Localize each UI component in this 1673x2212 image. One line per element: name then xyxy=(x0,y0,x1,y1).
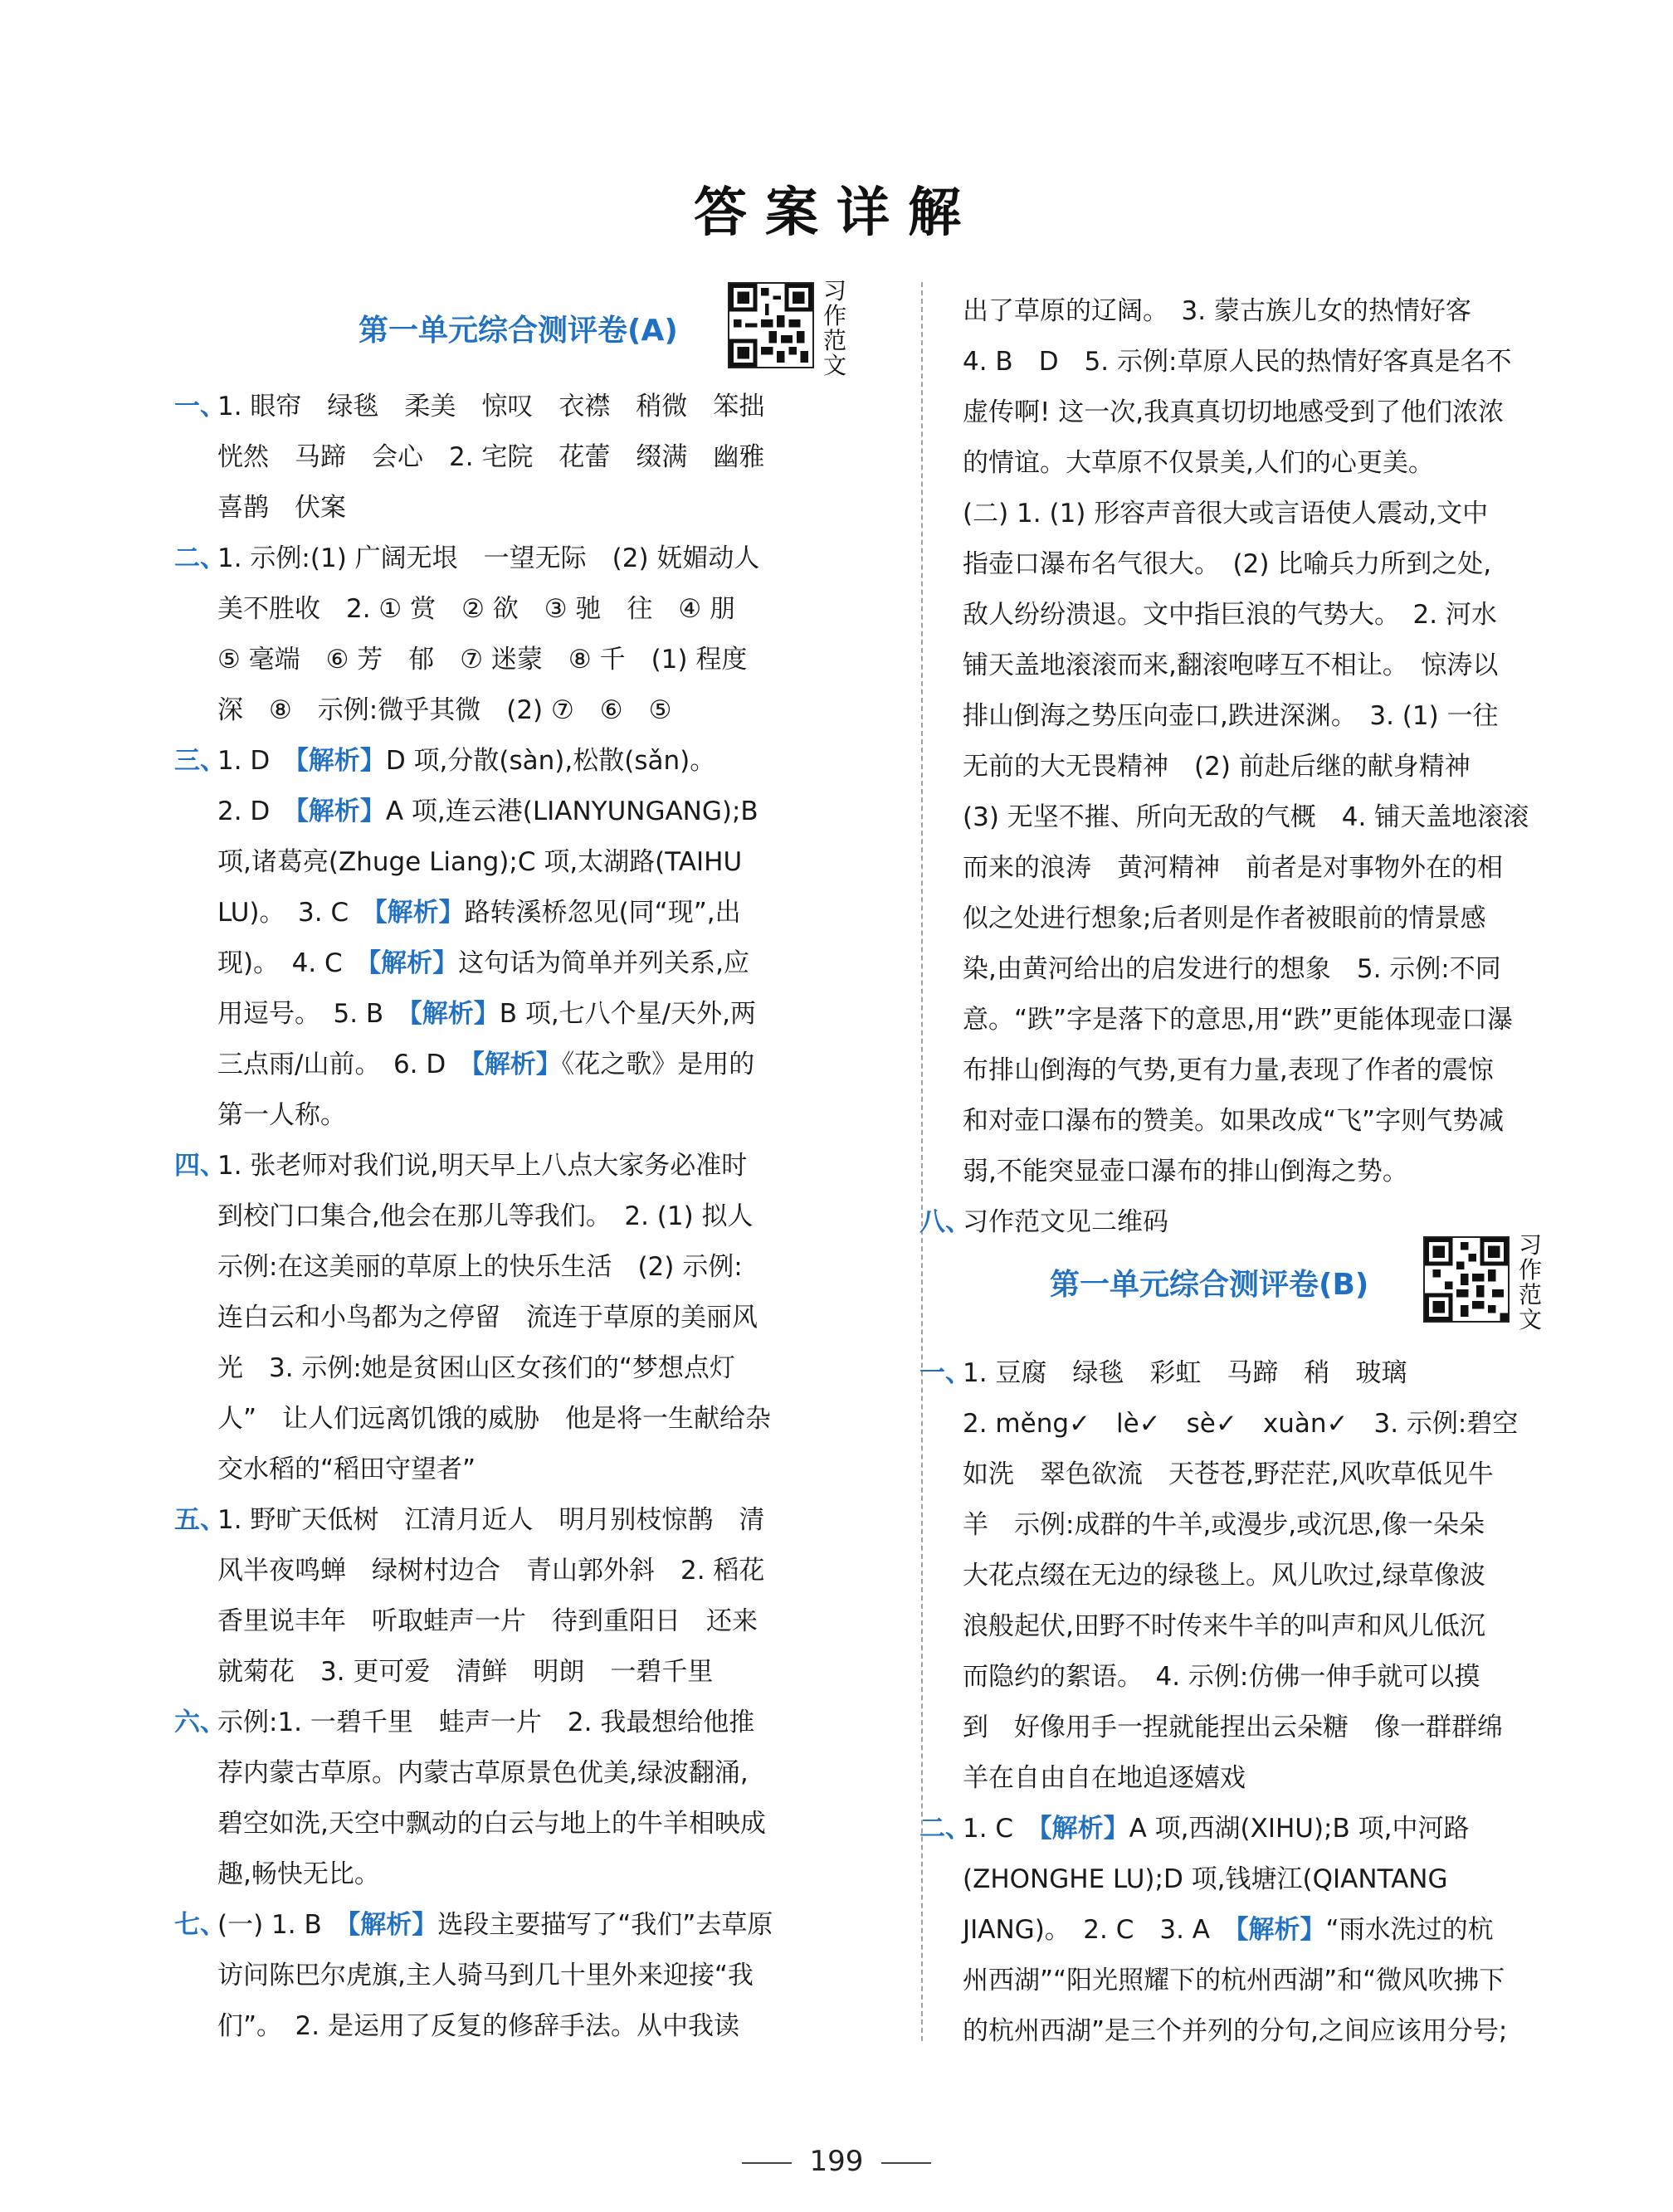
answer-line xyxy=(963,894,1485,944)
section-header-b xyxy=(1050,1231,1581,1333)
answer-line xyxy=(217,1242,743,1293)
answer-line xyxy=(217,1748,749,1799)
page-number-footer xyxy=(0,2145,1673,2178)
answer-text: 美不胜收 2. ① 赏 ② 欲 ③ 驰 往 ④ 朋 xyxy=(217,594,736,624)
analysis-tag: 【解析】 xyxy=(471,1050,562,1079)
qr-code-icon[interactable] xyxy=(1423,1236,1510,1323)
answer-text: 指壶口瀑布名气很大。 (2) 比喻兵力所到之处, xyxy=(963,549,1492,579)
section-title-a: 第一单元综合测评卷(A) xyxy=(358,314,678,348)
answer-line xyxy=(217,584,735,635)
answer-line xyxy=(217,635,747,685)
answer-text: 2. měng✓ lè✓ sè✓ xuàn✓ 3. 示例:碧空 xyxy=(963,1409,1519,1439)
answer-line xyxy=(217,432,764,483)
answer-text: 浪般起伏,田野不时传来牛羊的叫声和风儿低沉 xyxy=(963,1611,1485,1641)
question-section-number: 一、 xyxy=(919,1358,971,1388)
analysis-tag: 【解析】 xyxy=(1236,1915,1326,1945)
answer-text: LU)。 3. C 【解析】路转溪桥忽见(同“现”,出 xyxy=(217,898,741,928)
answer-text: 1. 张老师对我们说,明天早上八点大家务必准时 xyxy=(217,1151,748,1181)
answer-line xyxy=(174,534,760,584)
answer-text: 大花点缀在无边的绿毯上。风儿吹过,绿草像波 xyxy=(963,1561,1485,1591)
analysis-tag: 【解析】 xyxy=(295,797,386,826)
answer-text: 排山倒海之势压向壶口,跌进深渊。 3. (1) 一往 xyxy=(963,701,1499,731)
answer-text: 访问陈巴尔虎旗,主人骑马到几十里外来迎接“我 xyxy=(217,1961,754,1990)
answer-line xyxy=(963,995,1513,1045)
answer-text: 示例:在这美丽的草原上的快乐生活 (2) 示例: xyxy=(217,1252,743,1282)
answer-line xyxy=(217,1394,771,1445)
answer-text: 和对壶口瀑布的赞美。如果改成“飞”字则气势减 xyxy=(963,1106,1505,1136)
analysis-tag: 【解析】 xyxy=(347,1910,438,1940)
question-section-number: 八、 xyxy=(919,1207,971,1237)
answer-text: (ZHONGHE LU);D 项,钱塘江(QIANTANG xyxy=(963,1864,1448,1894)
answer-line xyxy=(217,1343,735,1394)
answer-text: 1. 野旷天低树 江清月近人 明月别枝惊鹊 清 xyxy=(217,1505,765,1535)
answer-line xyxy=(963,1703,1503,1753)
answer-line xyxy=(963,1399,1518,1449)
answer-line xyxy=(174,736,716,787)
footer-dash-left xyxy=(742,2162,792,2164)
answer-line xyxy=(963,489,1488,539)
answer-text: 第一人称。 xyxy=(217,1100,346,1130)
answer-line xyxy=(174,1900,773,1951)
answer-line xyxy=(217,1293,758,1343)
analysis-tag: 【解析】 xyxy=(295,746,386,776)
answer-text: 示例:1. 一碧千里 蛙声一片 2. 我最想给他推 xyxy=(217,1708,755,1737)
answer-line xyxy=(217,1191,754,1242)
answer-line xyxy=(217,1951,754,2001)
answer-line xyxy=(217,1849,380,1900)
answer-text: 交水稻的“稻田守望者” xyxy=(217,1454,476,1484)
answer-line xyxy=(217,837,742,888)
answer-text: 意。“跌”字是落下的意思,用“跌”更能体现壶口瀑 xyxy=(963,1005,1514,1035)
question-section-number: 四、 xyxy=(174,1151,226,1181)
answer-text: 敌人纷纷溃退。文中指巨浪的气势大。 2. 河水 xyxy=(963,600,1497,630)
question-section-number: 五、 xyxy=(174,1505,226,1535)
answer-line xyxy=(963,944,1501,995)
qr-label-b: 习作范文 xyxy=(1519,1231,1543,1333)
answer-text: 光 3. 示例:她是贫困山区女孩们的“梦想点灯 xyxy=(217,1353,735,1383)
answer-text: 弱,不能突显壶口瀑布的排山倒海之势。 xyxy=(963,1157,1408,1186)
answer-text: 恍然 马蹄 会心 2. 宅院 花蕾 缀满 幽雅 xyxy=(217,442,765,472)
answer-text: 染,由黄河给出的启发进行的想象 5. 示例:不同 xyxy=(963,954,1501,984)
answer-line xyxy=(963,590,1497,641)
answer-line xyxy=(217,1546,764,1596)
answer-text: (3) 无坚不摧、所向无敌的气概 4. 铺天盖地滚滚 xyxy=(963,802,1529,832)
answer-text: 1. 示例:(1) 广阔无垠 一望无际 (2) 妩媚动人 xyxy=(217,543,760,573)
answer-line xyxy=(217,2001,739,2052)
answer-text: 们”。 2. 是运用了反复的修辞手法。从中我读 xyxy=(217,2011,739,2041)
answer-line xyxy=(963,1956,1505,2006)
answer-line xyxy=(963,438,1434,489)
answer-text: 羊 示例:成群的牛羊,或漫步,或沉思,像一朵朵 xyxy=(963,1510,1485,1540)
answer-text: 人” 让人们远离饥饿的威胁 他是将一生献给杂 xyxy=(217,1404,772,1434)
answer-text: 1. 豆腐 绿毯 彩虹 马蹄 稍 玻璃 xyxy=(963,1358,1407,1388)
answer-line xyxy=(963,742,1471,792)
answer-line xyxy=(963,1905,1494,1956)
answer-text: 4. B D 5. 示例:草原人民的热情好客真是名不 xyxy=(963,347,1512,377)
answer-text: 项,诸葛亮(Zhuge Liang);C 项,太湖路(TAIHU xyxy=(217,847,743,877)
answer-line xyxy=(217,1596,758,1647)
answer-line xyxy=(963,1096,1504,1147)
answer-text: 如洗 翠色欲流 天苍苍,野茫茫,风吹草低见牛 xyxy=(963,1459,1494,1489)
answer-text: 似之处进行想象;后者则是作者被眼前的情景感 xyxy=(963,904,1486,933)
answer-line xyxy=(963,539,1491,590)
answer-line xyxy=(963,792,1529,843)
answer-line xyxy=(174,1698,755,1748)
answer-line xyxy=(217,483,346,534)
answer-line xyxy=(963,1147,1408,1197)
answer-text: 喜鹊 伏案 xyxy=(217,493,346,523)
answer-text: 就菊花 3. 更可爱 清鲜 明朗 一碧千里 xyxy=(217,1657,714,1687)
answer-text: 布排山倒海的气势,更有力量,表现了作者的震惊 xyxy=(963,1055,1494,1085)
answer-text: 而来的浪涛 黄河精神 前者是对事物外在的相 xyxy=(963,853,1503,883)
answer-text: 而隐约的絮语。 4. 示例:仿佛一伸手就可以摸 xyxy=(963,1662,1480,1692)
answer-line xyxy=(217,1799,766,1849)
analysis-tag: 【解析】 xyxy=(374,898,465,928)
answer-line xyxy=(963,1854,1448,1905)
answer-line xyxy=(963,1601,1485,1652)
answer-line xyxy=(217,888,741,938)
column-divider xyxy=(921,282,923,2041)
answer-text: 1. D 【解析】D 项,分散(sàn),松散(sǎn)。 xyxy=(217,746,716,776)
answer-text: 州西湖”“阳光照耀下的杭州西湖”和“微风吹拂下 xyxy=(963,1966,1505,1995)
answer-text: 荐内蒙古草原。内蒙古草原景色优美,绿波翻涌, xyxy=(217,1758,749,1788)
page-title: 答案详解 xyxy=(694,182,979,244)
answer-line xyxy=(217,938,749,989)
question-section-number: 三、 xyxy=(174,746,226,776)
answer-line xyxy=(963,337,1511,387)
answer-text: (二) 1. (1) 形容声音很大或言语使人震动,文中 xyxy=(963,499,1489,529)
answer-text: 趣,畅快无比。 xyxy=(217,1859,380,1889)
answer-text: 1. 眼帘 绿毯 柔美 惊叹 衣襟 稍微 笨拙 xyxy=(217,392,765,421)
answer-text: 习作范文见二维码 xyxy=(963,1207,1168,1237)
answer-text: 到 好像用手一捏就能捏出云朵糖 像一群群绵 xyxy=(963,1713,1503,1742)
answer-text: 用逗号。 5. B 【解析】B 项,七八个星/天外,两 xyxy=(217,999,756,1029)
answer-text: 三点雨/山前。 6. D 【解析】《花之歌》是用的 xyxy=(217,1050,755,1079)
answer-text: 铺天盖地滚滚而来,翻滚咆哮互不相让。 惊涛以 xyxy=(963,650,1499,680)
question-section-number: 一、 xyxy=(174,392,226,421)
page-number: 199 xyxy=(809,2145,864,2178)
answer-text: 1. C 【解析】A 项,西湖(XIHU);B 项,中河路 xyxy=(963,1814,1470,1844)
answer-line xyxy=(963,641,1498,691)
answer-line xyxy=(174,382,765,432)
answer-text: 无前的大无畏精神 (2) 前赴后继的献身精神 xyxy=(963,752,1471,782)
answer-line xyxy=(963,1500,1485,1551)
answer-line xyxy=(963,843,1503,894)
answer-line xyxy=(919,1348,1407,1399)
answer-line xyxy=(217,1445,476,1495)
qr-code-icon[interactable] xyxy=(728,282,814,368)
section-header-a xyxy=(358,277,890,379)
answer-line xyxy=(963,1045,1494,1096)
answer-text: (一) 1. B 【解析】选段主要描写了“我们”去草原 xyxy=(217,1910,773,1940)
answer-line xyxy=(217,1090,346,1141)
answer-text: JIANG)。 2. C 3. A 【解析】“雨水洗过的杭 xyxy=(963,1915,1494,1945)
answer-line xyxy=(217,787,758,837)
answer-line xyxy=(217,685,671,736)
answer-line xyxy=(963,1652,1480,1703)
answer-text: 到校门口集合,他会在那儿等我们。 2. (1) 拟人 xyxy=(217,1201,754,1231)
answer-line xyxy=(174,1495,765,1546)
qr-label-a: 习作范文 xyxy=(823,277,847,379)
question-section-number: 二、 xyxy=(919,1814,971,1844)
answer-text: 深 ⑧ 示例:微乎其微 (2) ⑦ ⑥ ⑤ xyxy=(217,695,672,725)
answer-text: 的情谊。大草原不仅景美,人们的心更美。 xyxy=(963,448,1434,478)
answer-line xyxy=(217,989,756,1040)
answer-line xyxy=(963,1449,1494,1500)
answer-text: 碧空如洗,天空中飘动的白云与地上的牛羊相映成 xyxy=(217,1809,766,1839)
question-section-number: 二、 xyxy=(174,543,226,573)
answer-line xyxy=(963,387,1504,438)
section-title-b: 第一单元综合测评卷(B) xyxy=(1050,1268,1369,1302)
answer-text: 连白云和小鸟都为之停留 流连于草原的美丽风 xyxy=(217,1303,758,1333)
answer-line xyxy=(963,1753,1246,1804)
footer-dash-right xyxy=(881,2162,931,2164)
answer-line xyxy=(963,1551,1485,1601)
answer-line xyxy=(174,1141,748,1191)
answer-text: 的杭州西湖”是三个并列的分句,之间应该用分号; xyxy=(963,2016,1508,2046)
analysis-tag: 【解析】 xyxy=(409,999,500,1029)
answer-line xyxy=(963,2006,1507,2057)
answer-line xyxy=(217,1647,713,1698)
answer-line xyxy=(919,1804,1470,1854)
answer-line xyxy=(217,1040,754,1090)
answer-text: ⑤ 毫端 ⑥ 芳 郁 ⑦ 迷蒙 ⑧ 千 (1) 程度 xyxy=(217,645,748,675)
answer-text: 香里说丰年 听取蛙声一片 待到重阳日 还来 xyxy=(217,1606,758,1636)
answer-text: 2. D 【解析】A 项,连云港(LIANYUNGANG);B xyxy=(217,797,758,826)
analysis-tag: 【解析】 xyxy=(1039,1814,1129,1844)
answer-text: 现)。 4. C 【解析】这句话为简单并列关系,应 xyxy=(217,948,750,978)
answer-line xyxy=(963,691,1499,742)
answer-text: 出了草原的辽阔。 3. 蒙古族儿女的热情好客 xyxy=(963,296,1471,326)
answer-text: 虚传啊! 这一次,我真真切切地感受到了他们浓浓 xyxy=(963,397,1505,427)
question-section-number: 七、 xyxy=(174,1910,226,1940)
question-section-number: 六、 xyxy=(174,1708,226,1737)
answer-line xyxy=(963,286,1471,337)
answer-text: 羊在自由自在地追逐嬉戏 xyxy=(963,1763,1246,1793)
answer-text: 风半夜鸣蝉 绿树村边合 青山郭外斜 2. 稻花 xyxy=(217,1556,765,1586)
analysis-tag: 【解析】 xyxy=(368,948,459,978)
